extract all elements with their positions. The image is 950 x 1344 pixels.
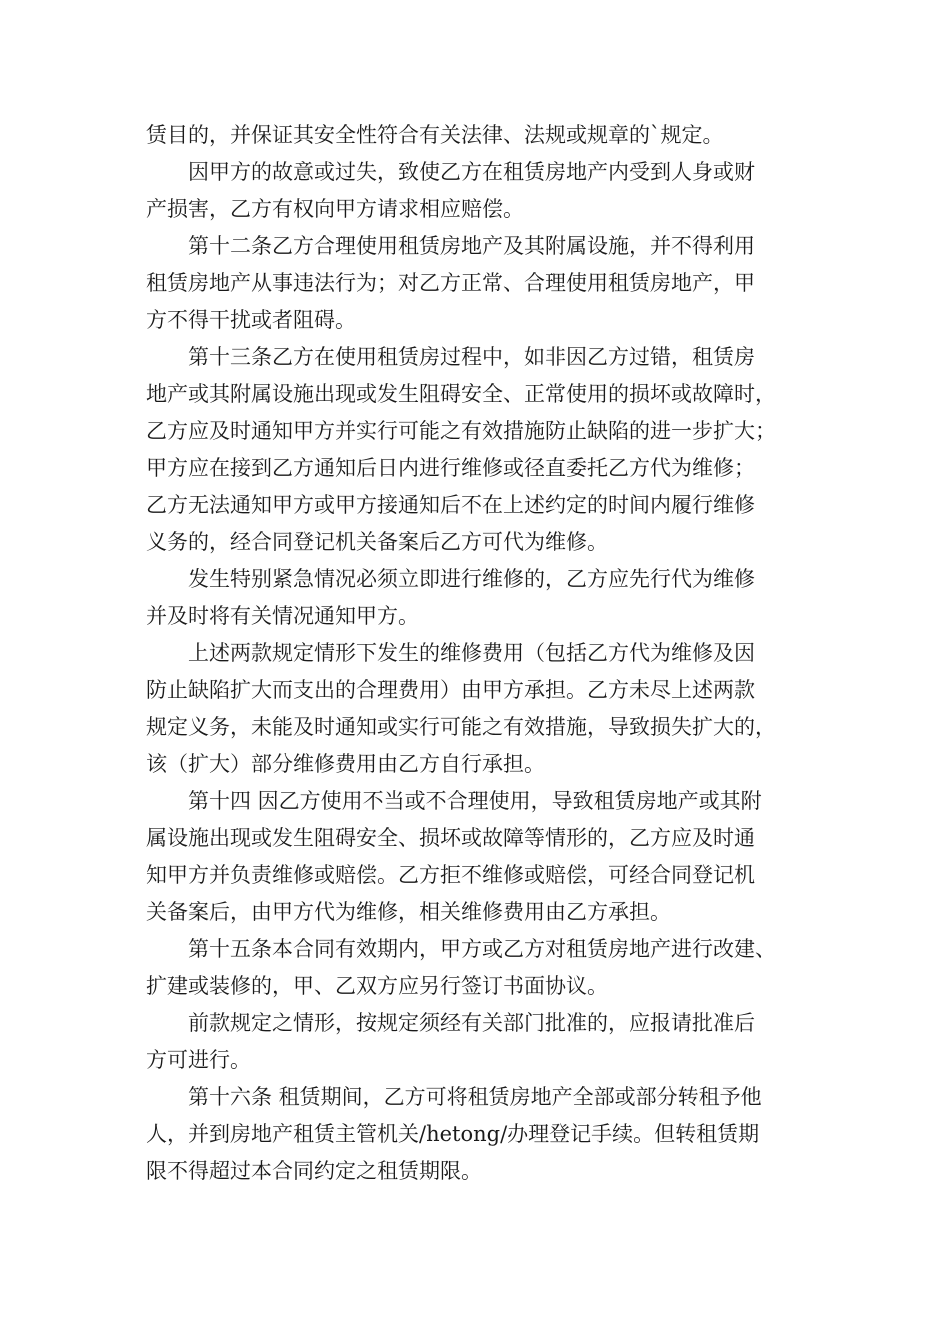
text-line: 规定义务，未能及时通知或实行可能之有效措施，导致损失扩大的， [146, 715, 776, 739]
document-body [146, 117, 836, 1190]
text-line: 地产或其附属设施出现或发生阻碍安全、正常使用的损坏或故障时， [146, 382, 776, 406]
text-line: 租赁房地产从事违法行为；对乙方正常、合理使用租赁房地产，甲 [146, 271, 755, 295]
text-line: 第十三条乙方在使用租赁房过程中，如非因乙方过错，租赁房 [188, 345, 755, 369]
text-line: 并及时将有关情况通知甲方。 [146, 604, 419, 628]
text-line: 上述两款规定情形下发生的维修费用（包括乙方代为维修及因 [188, 641, 755, 665]
text-line: 第十六条 租赁期间，乙方可将租赁房地产全部或部分转租予他 [188, 1085, 762, 1109]
text-line: 方可进行。 [146, 1048, 251, 1072]
text-line: 甲方应在接到乙方通知后日内进行维修或径直委托乙方代为维修； [146, 456, 755, 480]
text-line: 乙方应及时通知甲方并实行可能之有效措施防止缺陷的进一步扩大； [146, 419, 776, 443]
text-line: 知甲方并负责维修或赔偿。乙方拒不维修或赔偿，可经合同登记机 [146, 863, 755, 887]
text-line: 前款规定之情形，按规定须经有关部门批准的，应报请批准后 [188, 1011, 755, 1035]
text-line: 限不得超过本合同约定之租赁期限。 [146, 1159, 482, 1183]
text-line: 防止缺陷扩大而支出的合理费用）由甲方承担。乙方未尽上述两款 [146, 678, 755, 702]
text-line: 第十二条乙方合理使用租赁房地产及其附属设施，并不得利用 [188, 234, 755, 258]
text-line: 该（扩大）部分维修费用由乙方自行承担。 [146, 752, 545, 776]
text-line: 义务的，经合同登记机关备案后乙方可代为维修。 [146, 530, 608, 554]
text-line: 因甲方的故意或过失，致使乙方在租赁房地产内受到人身或财 [188, 160, 755, 184]
text-line: 产损害，乙方有权向甲方请求相应赔偿。 [146, 197, 524, 221]
text-line: 赁目的，并保证其安全性符合有关法律、法规或规章的`规定。 [146, 123, 724, 147]
text-line: 扩建或装修的，甲、乙双方应另行签订书面协议。 [146, 974, 608, 998]
text-line: 第十四 因乙方使用不当或不合理使用，导致租赁房地产或其附 [188, 789, 762, 813]
text-line: 第十五条本合同有效期内，甲方或乙方对租赁房地产进行改建、 [188, 937, 776, 961]
text-line: 乙方无法通知甲方或甲方接通知后不在上述约定的时间内履行维修 [146, 493, 755, 517]
text-line: 发生特别紧急情况必须立即进行维修的，乙方应先行代为维修 [188, 567, 755, 591]
text-line: 人，并到房地产租赁主管机关/hetong/办理登记手续。但转租赁期 [146, 1122, 760, 1146]
text-line: 属设施出现或发生阻碍安全、损坏或故障等情形的，乙方应及时通 [146, 826, 755, 850]
text-line: 方不得干扰或者阻碍。 [146, 308, 356, 332]
text-line: 关备案后，由甲方代为维修，相关维修费用由乙方承担。 [146, 900, 671, 924]
